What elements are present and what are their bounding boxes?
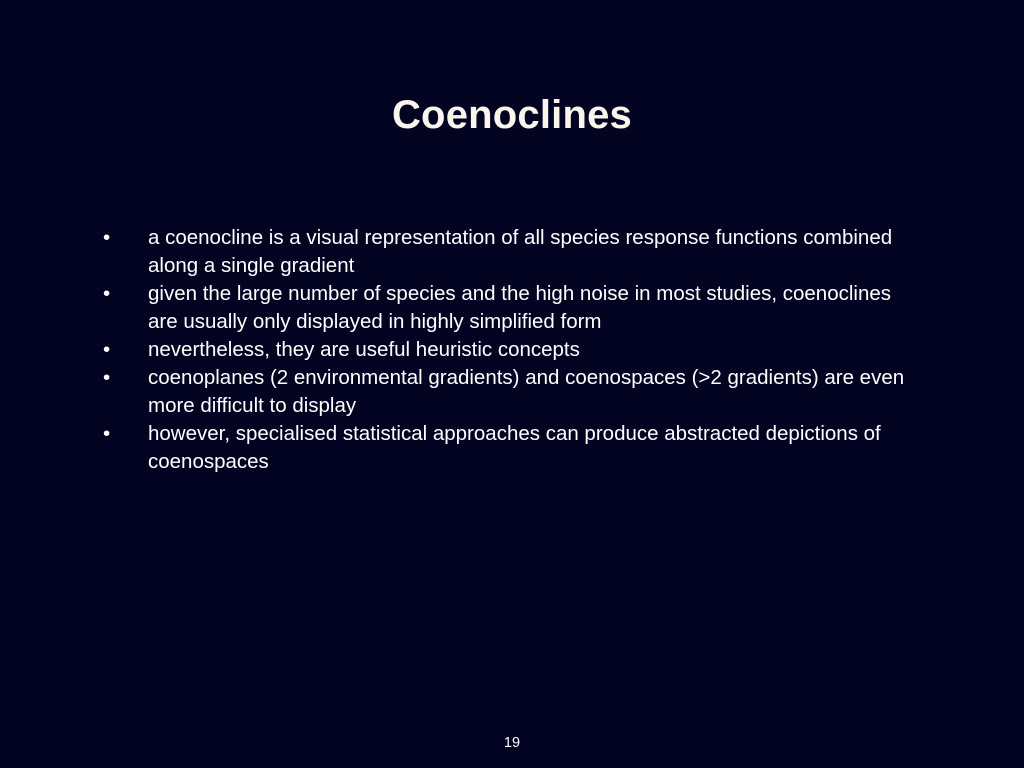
list-item	[96, 364, 924, 420]
slide-page-number: 19	[503, 735, 521, 751]
page-title: Coenoclines	[391, 93, 633, 137]
list-item	[96, 224, 924, 280]
list-item	[96, 280, 924, 336]
bullet-list	[96, 224, 924, 476]
list-item-label: given the large number of species and the high noise in most studies, coenoclines are usually only displayed in highly simplified form	[148, 282, 892, 333]
bullet-dot-icon: •	[103, 282, 111, 305]
list-item	[96, 336, 924, 364]
list-item-label: nevertheless, they are useful heuristic concepts	[148, 338, 580, 361]
list-item-label: however, specialised statistical approaches can produce abstracted depictions of coenospaces	[148, 422, 881, 473]
list-item-label: coenoplanes (2 environmental gradients) and coenospaces (>2 gradients) are even more difficult to display	[148, 366, 905, 417]
bullet-dot-icon: •	[103, 422, 111, 445]
list-item-label: a coenocline is a visual representation of all species response functions combined along a single gradient	[148, 226, 893, 277]
bullet-dot-icon: •	[103, 338, 111, 361]
bullet-dot-icon: •	[103, 366, 111, 389]
bullet-dot-icon: •	[103, 226, 111, 249]
list-item	[96, 420, 924, 476]
